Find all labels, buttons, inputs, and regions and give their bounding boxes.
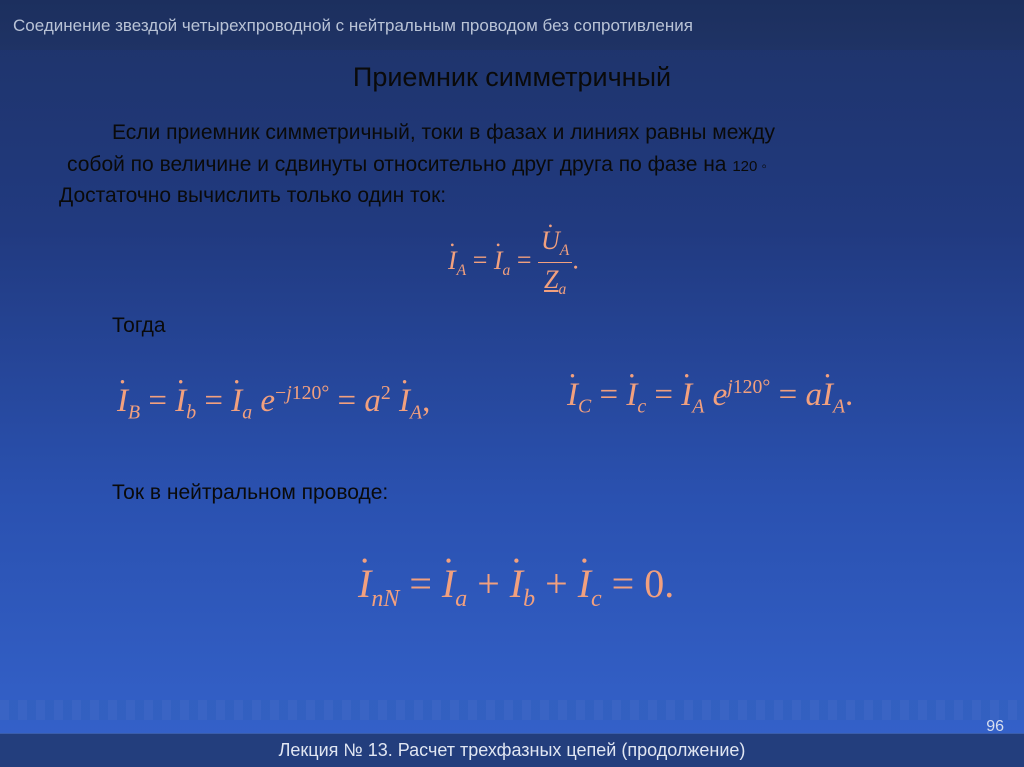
fraction: • $\frac{U_A}{Z_a}$	[538, 226, 572, 299]
then-label: Тогда	[112, 314, 166, 337]
intro-line-2	[67, 150, 767, 182]
slide-footer	[0, 718, 1024, 767]
phase-angle: 120 ◦	[732, 158, 767, 175]
intro-line-1: Если приемник симметричный, токи в фазах и линиях равны между	[112, 121, 775, 144]
header-text: Соединение звездой четырехпроводной с нейтральным проводом без сопротивления	[13, 16, 693, 35]
formula-current-b: • $I_B$ = • $I_b$ = • $I_a$ $e^{-j120^\circ} = a^2$ • $I_A$,	[117, 382, 430, 425]
slide-header	[0, 0, 1024, 50]
decorative-strip	[0, 700, 1024, 720]
footer-text: Лекция № 13. Расчет трехфазных цепей (продолжение)	[278, 740, 746, 760]
slide-title: Приемник симметричный	[352, 62, 672, 92]
page-number: 96	[986, 718, 1004, 735]
formula-current-c: • $I_C$ = • $I_c$ = • $I_A$ $e^{j120^\circ}$ = a• $I_A$.	[567, 376, 853, 419]
intro-line-2-text: собой по величине и сдвинуты относительно друг друга по фазе на	[67, 153, 727, 176]
intro-line-3: Достаточно вычислить только один ток:	[59, 184, 447, 207]
formula-neutral-current: • $I_{nN}$ = • $I_a$ + • $I_b$ + • $I_c = 0$.	[358, 560, 674, 613]
neutral-label: Ток в нейтральном проводе:	[112, 481, 389, 504]
formula-phase-current: • $I_A$ = • $I_a$ = • $\frac{U_A}{Z_a}$ .	[448, 226, 579, 299]
